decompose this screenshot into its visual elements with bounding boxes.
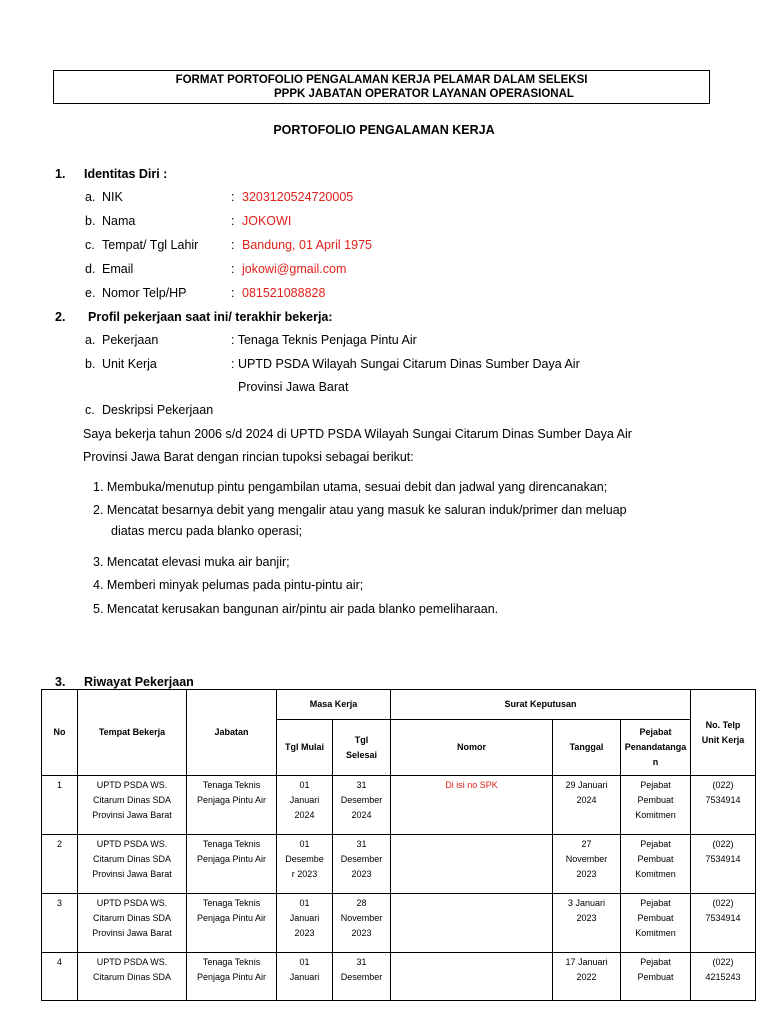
cell-tempat: UPTD PSDA WS. Citarum Dinas SDA Provinsi Jawa Barat [78, 894, 187, 953]
pekerjaan-letter: a. [85, 333, 96, 347]
table-row [42, 894, 756, 953]
pekerjaan-label: Pekerjaan [102, 333, 159, 347]
identity-letter: c. [85, 238, 95, 252]
cell-tanggal: 29 Januari 2024 [553, 776, 621, 835]
task-item-2-continued: diatas mercu pada blanko operasi; [111, 524, 303, 538]
cell-tgl-selesai: 28 November 2023 [333, 894, 391, 953]
identity-letter: e. [85, 286, 96, 300]
cell-tgl-mulai: 01 Januari 2023 [277, 894, 333, 953]
col-header-nomor: Nomor [391, 720, 553, 776]
description-paragraph-line2: Provinsi Jawa Barat dengan rincian tupoksi sebagai berikut: [83, 450, 414, 464]
document-header-box [53, 70, 710, 104]
section-1-number: 1. [55, 167, 66, 181]
deskripsi-label: Deskripsi Pekerjaan [102, 403, 214, 417]
header-line-1: FORMAT PORTOFOLIO PENGALAMAN KERJA PELAMAR DALAM SELEKSI [175, 74, 588, 86]
pekerjaan-value: : Tenaga Teknis Penjaga Pintu Air [231, 333, 417, 347]
cell-pejabat: Pejabat Pembuat Komitmen [621, 776, 691, 835]
cell-jabatan: Tenaga Teknis Penjaga Pintu Air [187, 894, 277, 953]
cell-jabatan: Tenaga Teknis Penjaga Pintu Air [187, 776, 277, 835]
deskripsi-letter: c. [85, 403, 95, 417]
cell-pejabat: Pejabat Pembuat [621, 953, 691, 1001]
cell-tgl-mulai: 01 Januari 2024 [277, 776, 333, 835]
identity-letter: b. [85, 214, 96, 228]
unit-kerja-letter: b. [85, 357, 96, 371]
cell-no: 4 [42, 953, 78, 1001]
unit-kerja-label: Unit Kerja [102, 357, 157, 371]
cell-no: 3 [42, 894, 78, 953]
cell-tempat: UPTD PSDA WS. Citarum Dinas SDA Provinsi Jawa Barat [78, 835, 187, 894]
cell-no: 2 [42, 835, 78, 894]
cell-telp: (022) 7534914 [691, 776, 756, 835]
identity-colon: : [231, 190, 235, 204]
identity-label: NIK [102, 190, 123, 204]
cell-telp: (022) 7534914 [691, 835, 756, 894]
col-header-jabatan: Jabatan [187, 690, 277, 776]
cell-tgl-selesai: 31 Desember 2024 [333, 776, 391, 835]
identity-letter: a. [85, 190, 96, 204]
cell-nomor [391, 835, 553, 894]
identity-value: 081521088828 [242, 286, 326, 300]
cell-tempat: UPTD PSDA WS. Citarum Dinas SDA Provinsi Jawa Barat [78, 776, 187, 835]
task-item-3: 3. Mencatat elevasi muka air banjir; [93, 555, 290, 569]
identity-label: Nomor Telp/HP [102, 286, 187, 300]
col-header-masa-kerja: Masa Kerja [277, 690, 391, 720]
cell-tgl-mulai: 01 Desembe r 2023 [277, 835, 333, 894]
cell-nomor [391, 953, 553, 1001]
identity-letter: d. [85, 262, 96, 276]
task-item-1: 1. Membuka/menutup pintu pengambilan utama, sesuai debit dan jadwal yang direncanakan; [93, 480, 608, 494]
identity-label: Nama [102, 214, 136, 228]
unit-kerja-value-line2: Provinsi Jawa Barat [238, 380, 349, 394]
col-header-pejabat: Pejabat Penandatanga n [621, 720, 691, 776]
unit-kerja-value-line1: : UPTD PSDA Wilayah Sungai Citarum Dinas Sumber Daya Air [231, 357, 580, 371]
cell-pejabat: Pejabat Pembuat Komitmen [621, 835, 691, 894]
description-paragraph-line1: Saya bekerja tahun 2006 s/d 2024 di UPTD PSDA Wilayah Sungai Citarum Dinas Sumber Daya Air [83, 427, 632, 441]
cell-nomor [391, 894, 553, 953]
cell-telp: (022) 4215243 [691, 953, 756, 1001]
identity-value: Bandung, 01 April 1975 [242, 238, 372, 252]
identity-value: JOKOWI [242, 214, 292, 228]
identity-value: jokowi@gmail.com [242, 262, 347, 276]
cell-tgl-selesai: 31 Desember 2023 [333, 835, 391, 894]
header-line-2: PPPK JABATAN OPERATOR LAYANAN OPERASIONAL [274, 88, 574, 100]
identity-label: Email [102, 262, 134, 276]
cell-tanggal: 27 November 2023 [553, 835, 621, 894]
cell-tempat: UPTD PSDA WS. Citarum Dinas SDA [78, 953, 187, 1001]
table-row [42, 835, 756, 894]
task-item-4: 4. Memberi minyak pelumas pada pintu-pintu air; [93, 578, 364, 592]
cell-tanggal: 17 Januari 2022 [553, 953, 621, 1001]
col-header-no: No [42, 690, 78, 776]
col-header-tgl-mulai: Tgl Mulai [277, 720, 333, 776]
cell-tgl-selesai: 31 Desember [333, 953, 391, 1001]
work-history-table [41, 689, 756, 1001]
cell-nomor: Di isi no SPK [391, 776, 553, 835]
col-header-telp: No. Telp Unit Kerja [691, 690, 756, 776]
cell-tgl-mulai: 01 Januari [277, 953, 333, 1001]
col-header-surat-keputusan: Surat Keputusan [391, 690, 691, 720]
identity-value: 3203120524720005 [242, 190, 354, 204]
section-2-number: 2. [55, 310, 66, 324]
identity-colon: : [231, 214, 235, 228]
section-2-heading: Profil pekerjaan saat ini/ terakhir bekerja: [88, 310, 333, 324]
col-header-tanggal: Tanggal [553, 720, 621, 776]
col-header-tgl-selesai: Tgl Selesai [333, 720, 391, 776]
identity-colon: : [231, 238, 235, 252]
table-row [42, 776, 756, 835]
document-title: PORTOFOLIO PENGALAMAN KERJA [273, 123, 495, 137]
section-3-number: 3. [55, 675, 66, 689]
cell-pejabat: Pejabat Pembuat Komitmen [621, 894, 691, 953]
cell-tanggal: 3 Januari 2023 [553, 894, 621, 953]
cell-jabatan: Tenaga Teknis Penjaga Pintu Air [187, 953, 277, 1001]
section-1-heading: Identitas Diri : [84, 167, 168, 181]
section-3-heading: Riwayat Pekerjaan [84, 675, 194, 689]
table-row [42, 953, 756, 1001]
cell-no: 1 [42, 776, 78, 835]
cell-telp: (022) 7534914 [691, 894, 756, 953]
identity-colon: : [231, 262, 235, 276]
cell-jabatan: Tenaga Teknis Penjaga Pintu Air [187, 835, 277, 894]
task-item-5: 5. Mencatat kerusakan bangunan air/pintu air pada blanko pemeliharaan. [93, 602, 499, 616]
identity-colon: : [231, 286, 235, 300]
col-header-tempat: Tempat Bekerja [78, 690, 187, 776]
identity-label: Tempat/ Tgl Lahir [102, 238, 199, 252]
task-item-2: 2. Mencatat besarnya debit yang mengalir atau yang masuk ke saluran induk/primer dan meluap [93, 503, 627, 517]
